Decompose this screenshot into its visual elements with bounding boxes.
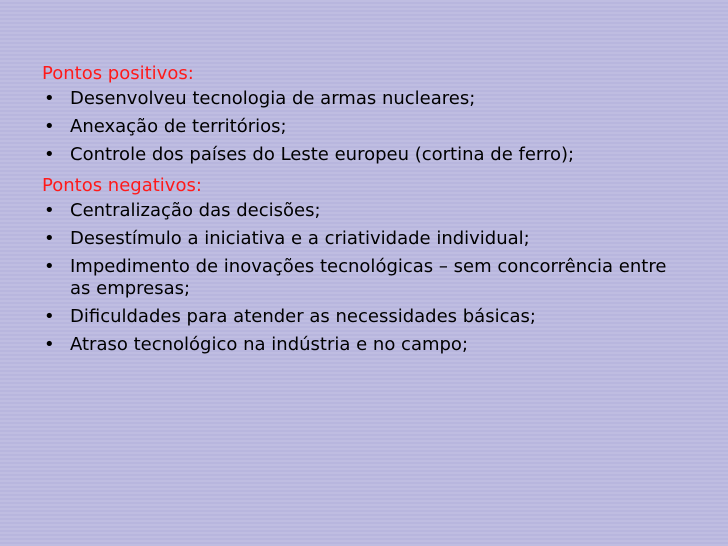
list-item: [32, 200, 692, 222]
list-item: [32, 88, 692, 110]
positives-list: [32, 88, 692, 166]
bullet-dot-icon: •: [44, 306, 55, 327]
list-item-text: Impedimento de inovações tecnológicas – sem concorrência entre as empresas;: [70, 256, 667, 299]
list-item: [32, 306, 692, 328]
list-item-text: Desestímulo a iniciativa e a criatividade individual;: [70, 228, 530, 249]
list-item: [32, 228, 692, 250]
bullet-dot-icon: •: [44, 144, 55, 165]
list-item-text: Dificuldades para atender as necessidades básicas;: [70, 306, 536, 327]
list-item-text: Controle dos países do Leste europeu (cortina de ferro);: [70, 144, 575, 165]
list-item-text: Anexação de territórios;: [70, 116, 287, 137]
list-item-text: Centralização das decisões;: [70, 200, 321, 221]
list-item: [32, 256, 692, 300]
list-item-text: Desenvolveu tecnologia de armas nucleares;: [70, 88, 476, 109]
positives-heading: Pontos positivos:: [42, 63, 194, 84]
negatives-list: [32, 200, 692, 356]
list-item: [32, 144, 692, 166]
bullet-dot-icon: •: [44, 88, 55, 109]
list-item-text: Atraso tecnológico na indústria e no campo;: [70, 334, 469, 355]
slide-content: [32, 60, 692, 362]
bullet-dot-icon: •: [44, 228, 55, 249]
bullet-dot-icon: •: [44, 116, 55, 137]
negatives-heading: Pontos negativos:: [42, 175, 202, 196]
bullet-dot-icon: •: [44, 334, 55, 355]
list-item: [32, 334, 692, 356]
bullet-dot-icon: •: [44, 200, 55, 221]
list-item: [32, 116, 692, 138]
bullet-dot-icon: •: [44, 256, 55, 277]
